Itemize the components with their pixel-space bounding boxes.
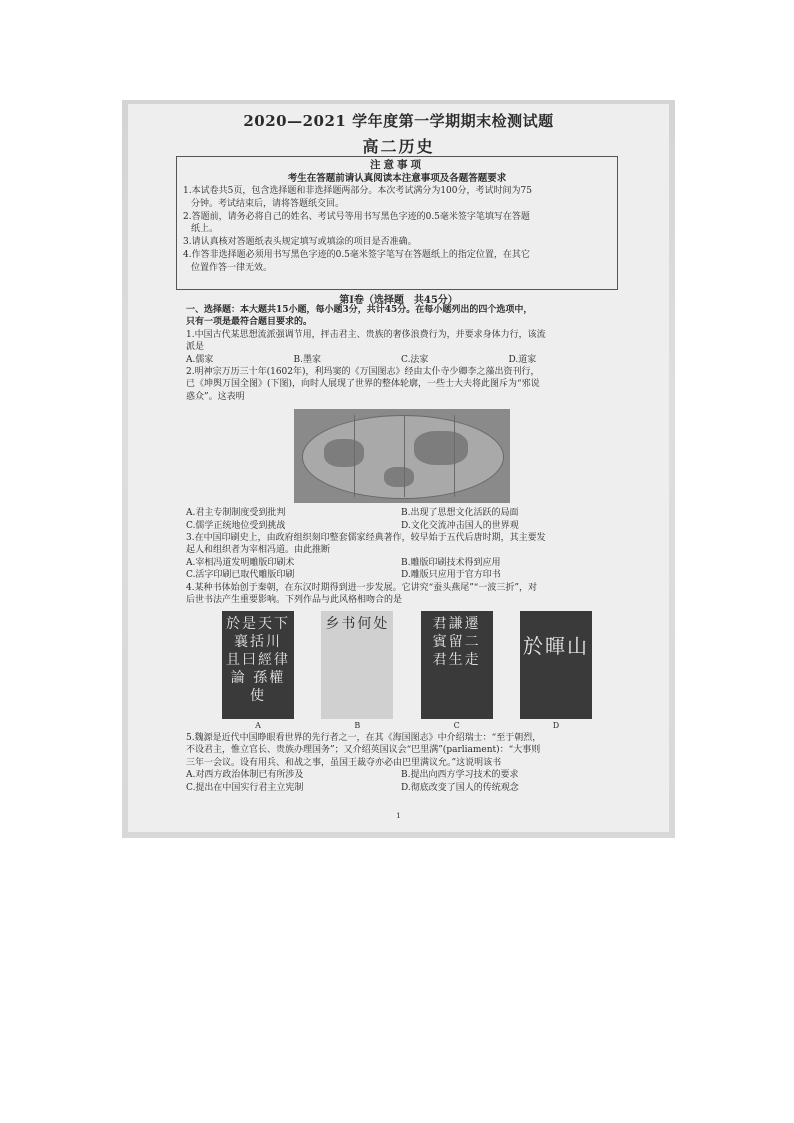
option-b: B.出现了思想文化活跃的局面 bbox=[401, 508, 519, 519]
questions-body bbox=[186, 304, 616, 794]
question-stem: 4.某种书体始创于秦朝，在东汉时期得到进一步发展。它讲究“蚕头燕尾”“一波三折”，对 bbox=[186, 582, 537, 593]
image-label: B bbox=[354, 720, 361, 730]
question-stem: 惑众”。这表明 bbox=[186, 391, 245, 402]
map-landmass bbox=[324, 439, 364, 467]
options-row bbox=[186, 354, 616, 366]
question-stem: 3.在中国印刷史上，由政府组织刻印整套儒家经典著作，较早始于五代后唐时期，其主要发 bbox=[186, 533, 546, 544]
image-label: C bbox=[453, 720, 460, 730]
exam-paper bbox=[128, 104, 669, 832]
notice-line: 1.本试卷共5页，包含选择题和非选择题两部分。本次考试满分为100分，考试时间为75 bbox=[183, 186, 532, 196]
question-stem: 后世书法产生重要影响。下列作品与此风格相吻合的是 bbox=[186, 595, 403, 606]
question-3 bbox=[186, 532, 616, 582]
notice-subheading: 考生在答题前请认真阅读本注意事项及各题答题要求 bbox=[287, 173, 507, 184]
instructions-line: 一、选择题：本大题共15小题，每小题3分，共计45分。在每小题列出的四个选项中， bbox=[186, 305, 533, 315]
notice-line: 3.请认真核对答题纸表头规定填写或填涂的项目是否准确。 bbox=[183, 237, 417, 248]
world-map-image bbox=[294, 409, 510, 503]
calligraphy-image-b bbox=[321, 611, 393, 719]
calligraphy-text: 於暉山 bbox=[522, 633, 589, 658]
question-stem: 5.魏源是近代中国睁眼看世界的先行者之一，在其《海国图志》中介绍瑞士：“至于朝烈， bbox=[186, 732, 542, 743]
question-stem: 2.明神宗万历三十年(1602年)，利玛窦的《万国图志》经由太仆寺少卿李之藻出资刊行， bbox=[186, 367, 540, 378]
question-2 bbox=[186, 366, 616, 532]
scanned-photo bbox=[122, 100, 675, 838]
map-meridian bbox=[354, 415, 355, 497]
notice-line: 位置作答一律无效。 bbox=[191, 262, 273, 273]
option-b: B.雕版印刷技术得到应用 bbox=[401, 557, 501, 568]
option-c: C.活字印刷已取代雕版印刷 bbox=[186, 570, 295, 581]
calligraphy-text: 於是天下襄括川 且曰經律論 孫權使 bbox=[226, 615, 290, 704]
page-number: 1 bbox=[396, 812, 401, 820]
exam-title: 2020—2021 学年度第一学期期末检测试题 bbox=[243, 112, 554, 130]
notice-line: 纸上。 bbox=[191, 224, 219, 235]
option-d: D.文化交流冲击国人的世界观 bbox=[401, 520, 519, 531]
map-meridian bbox=[454, 415, 455, 497]
calligraphy-image-a bbox=[222, 611, 294, 719]
calligraphy-labels bbox=[222, 720, 592, 732]
notice-box bbox=[176, 156, 618, 290]
question-stem: 不设君主，惟立官长、贵族办理国务”；又介绍英国议会“巴里满”(parliament)：“大事则 bbox=[186, 745, 541, 756]
option-b: B.墨家 bbox=[293, 354, 321, 365]
option-c: C.儒学正统地位受到挑战 bbox=[186, 520, 286, 531]
question-stem: 已《坤舆万国全图》(下图)，向时人展现了世界的整体轮廓，一些士大夫将此图斥为“邪说 bbox=[186, 379, 540, 390]
options-row bbox=[186, 769, 616, 794]
option-b: B.提出向西方学习技术的要求 bbox=[401, 770, 519, 781]
option-d: D.道家 bbox=[508, 354, 537, 365]
option-a: A.宰相冯道发明雕版印刷术 bbox=[186, 557, 295, 568]
section-heading: 第Ⅰ卷（选择题 共45分） bbox=[339, 295, 458, 306]
exam-subtitle: 高二历史 bbox=[362, 137, 435, 156]
calligraphy-images bbox=[222, 611, 592, 719]
calligraphy-text: 乡书何处 bbox=[325, 615, 390, 632]
calligraphy-text: 君謙遷 賓留二 君生走 bbox=[432, 615, 481, 668]
map-landmass bbox=[414, 431, 468, 465]
question-stem: 起人和组织者为宰相冯道。由此推断 bbox=[186, 545, 331, 556]
option-a: A.儒家 bbox=[186, 354, 214, 365]
question-stem: 三年一会议。设有用兵、和战之事，虽国王裁夺亦必由巴里满议允。”这说明该书 bbox=[186, 757, 502, 768]
option-c: C.法家 bbox=[401, 354, 429, 365]
question-4 bbox=[186, 582, 616, 732]
notice-line: 分钟。考试结束后，请将答题纸交回。 bbox=[191, 198, 345, 209]
option-c: C.提出在中国实行君主立宪制 bbox=[186, 782, 304, 793]
map-meridian bbox=[404, 415, 405, 497]
calligraphy-image-c bbox=[421, 611, 493, 719]
image-label: A bbox=[255, 720, 261, 730]
notice-heading: 注意事项 bbox=[370, 159, 424, 171]
notice-line: 2.答题前，请务必将自己的姓名、考试号等用书写黑色字迹的0.5毫米签字笔填写在答题 bbox=[183, 211, 530, 222]
option-a: A.君主专制制度受到批判 bbox=[186, 508, 286, 519]
options-row bbox=[186, 557, 616, 582]
question-1 bbox=[186, 329, 616, 366]
options-row bbox=[186, 507, 616, 532]
question-stem: 1.中国古代某思想流派强调节用，抨击君主、贵族的奢侈浪费行为，并要求身体力行，该流 bbox=[186, 329, 546, 340]
notice-line: 4.作答非选择题必须用书写黑色字迹的0.5毫米签字笔写在答题纸上的指定位置，在其它 bbox=[183, 249, 530, 260]
option-d: D.雕版只应用于官方印书 bbox=[401, 570, 501, 581]
image-label: D bbox=[552, 720, 560, 730]
calligraphy-image-d bbox=[520, 611, 592, 719]
question-stem: 派是 bbox=[186, 342, 205, 353]
question-5 bbox=[186, 732, 616, 794]
option-d: D.彻底改变了国人的传统观念 bbox=[401, 782, 519, 793]
option-a: A.对西方政治体制已有所涉及 bbox=[186, 770, 304, 781]
map-landmass bbox=[384, 467, 414, 487]
instructions-line: 只有一项是最符合题目要求的。 bbox=[186, 317, 313, 328]
